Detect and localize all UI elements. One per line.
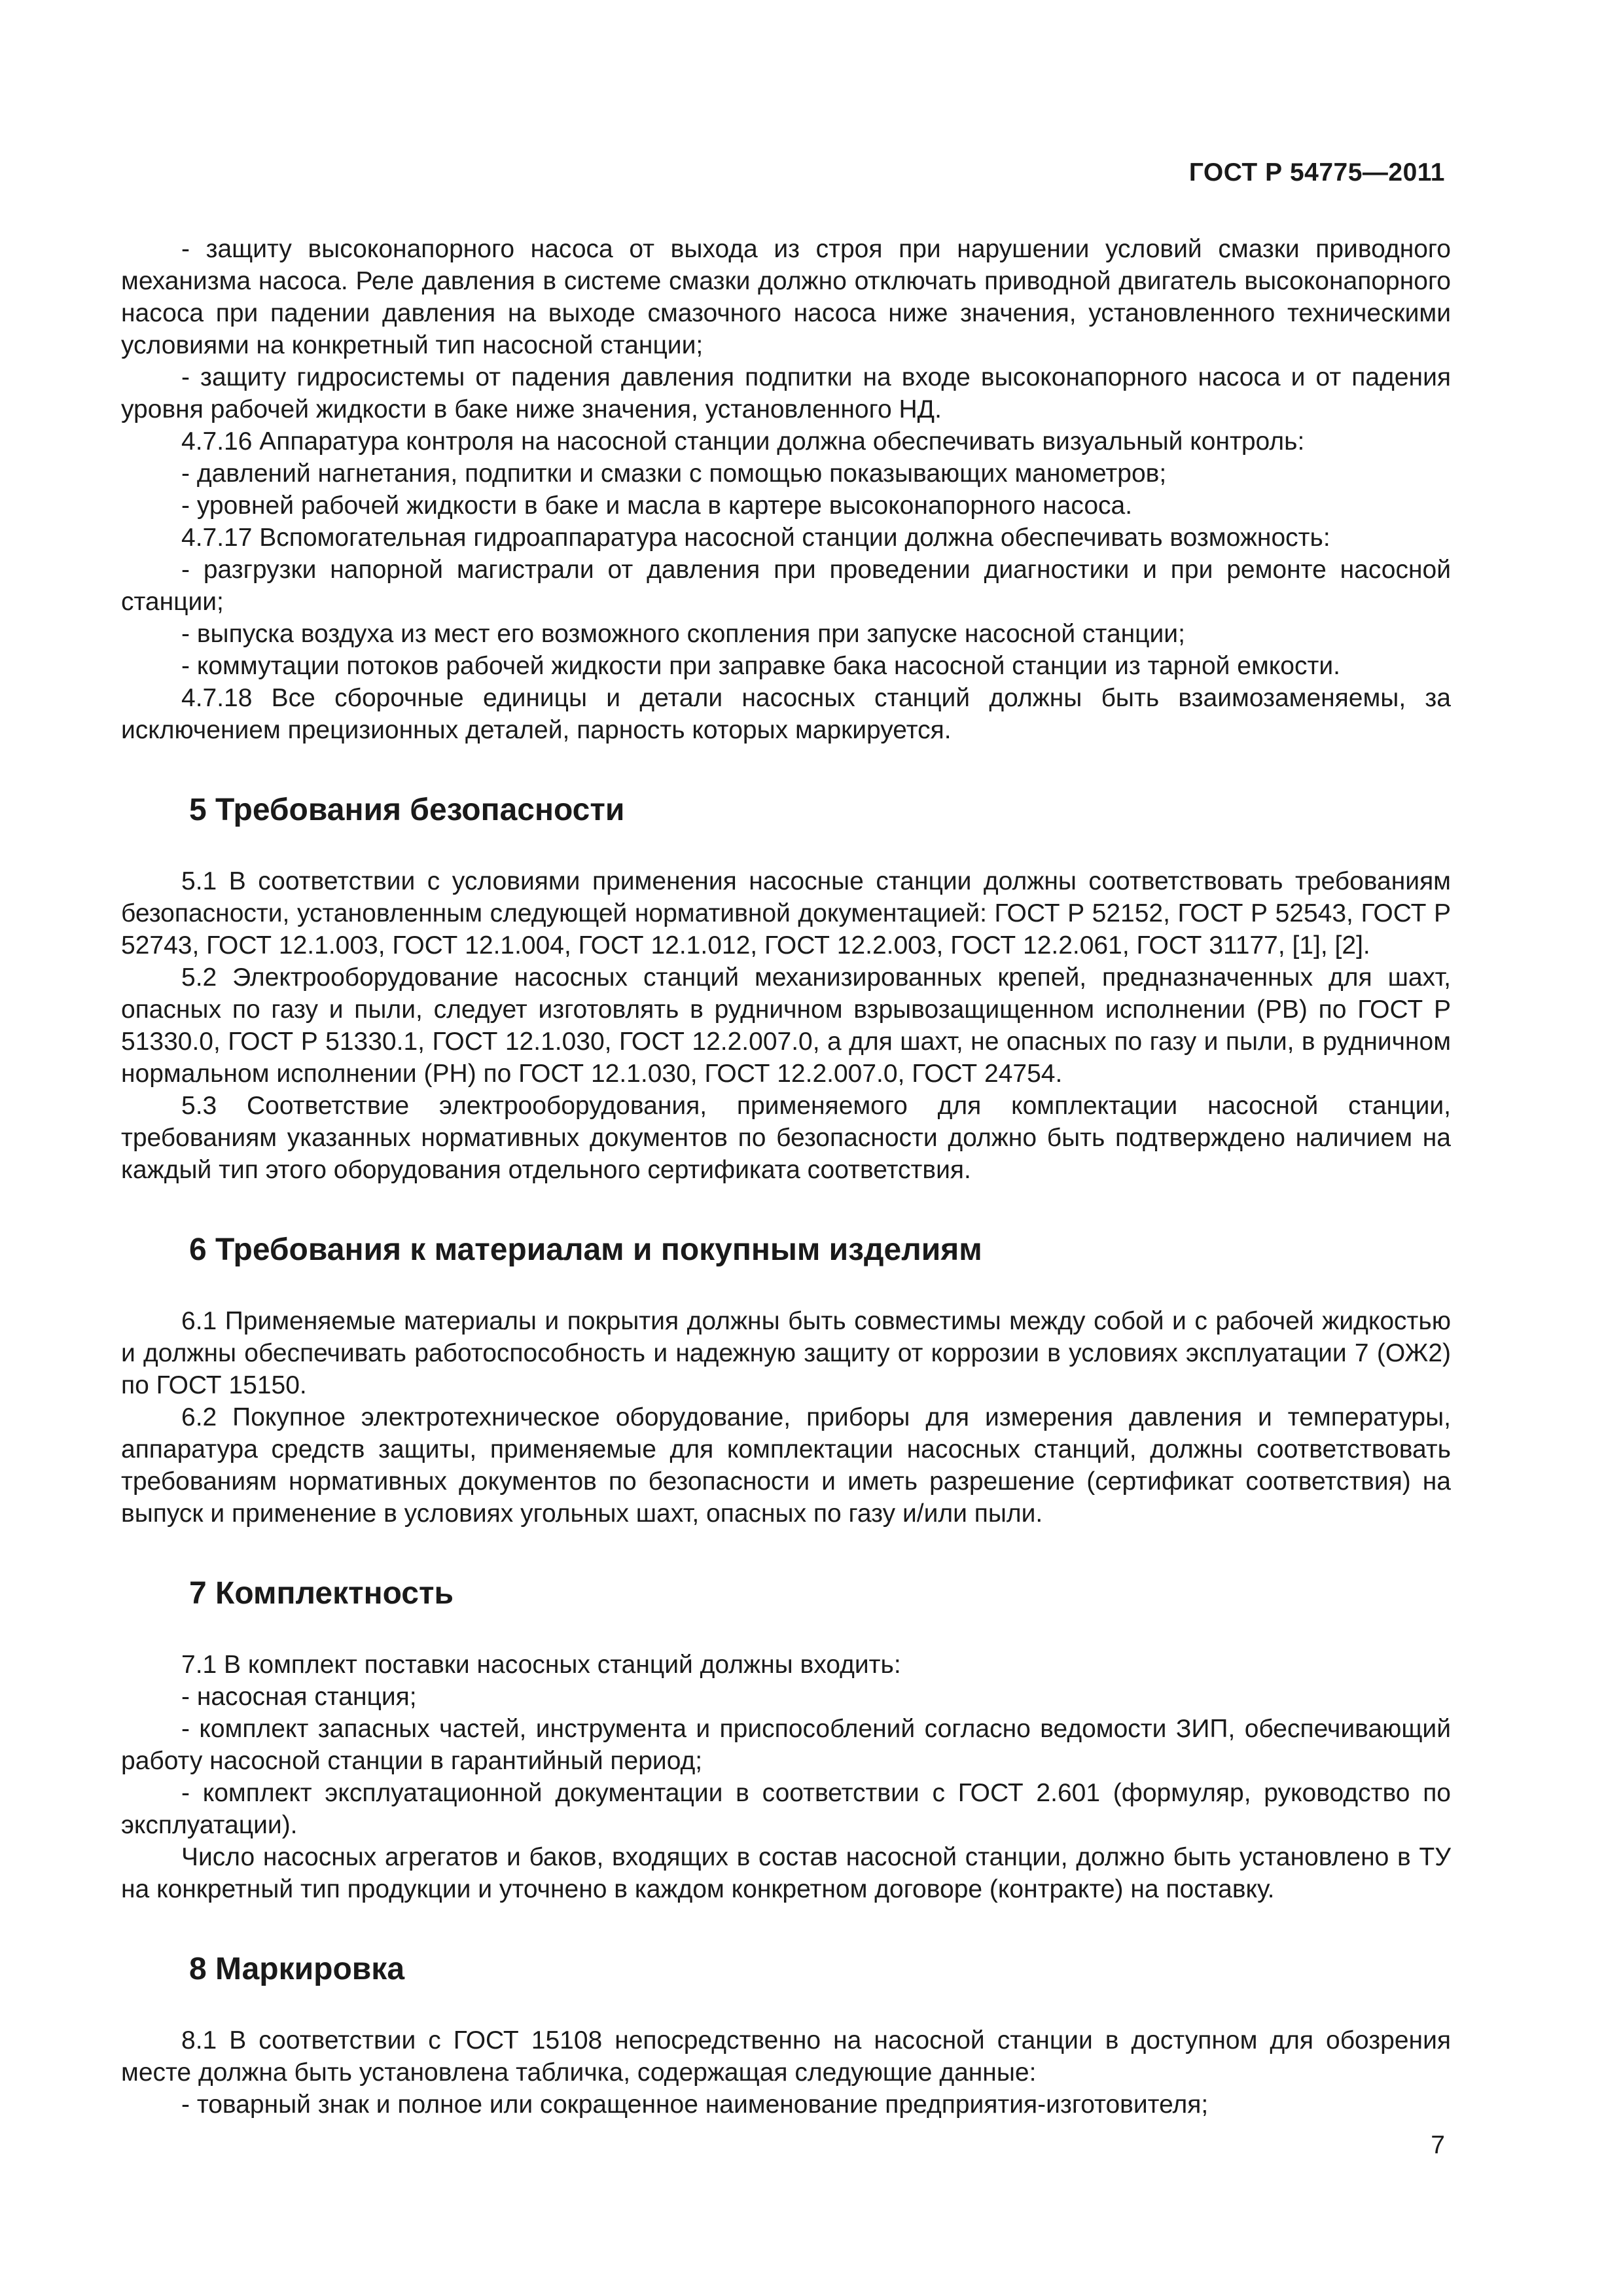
- paragraph: 4.7.17 Вспомогательная гидроаппаратура насосной станции должна обеспечивать возможность:: [181, 524, 1330, 552]
- paragraph: - разгрузки напорной магистрали от давления при проведении диагностики и при ремонте насосной станции;: [121, 556, 1451, 616]
- paragraph: Число насосных агрегатов и баков, входящих в состав насосной станции, должно быть установлено в ТУ на конкретный тип продукции и уточнено в каждом конкретном договоре (контракте) на поставку.: [121, 1843, 1451, 1903]
- section-heading-8: 8 Маркировка: [189, 1952, 405, 1986]
- paragraph: - коммутации потоков рабочей жидкости при заправке бака насосной станции из тарной емкости.: [181, 652, 1340, 680]
- document-body: [121, 233, 1451, 2121]
- paragraph: 4.7.16 Аппаратура контроля на насосной станции должна обеспечивать визуальный контроль:: [181, 427, 1305, 456]
- paragraph: 6.2 Покупное электротехническое оборудование, приборы для измерения давления и температуры, аппаратура средств защиты, применяемые для комплектации насосных станций, должны соответствовать требованиям нормативных документов по безопасности и иметь разрешение (сертификат соответствия) на выпуск и применение в условиях угольных шахт, опасных по газу и/или пыли.: [121, 1403, 1451, 1528]
- section-heading-6: 6 Требования к материалам и покупным изделиям: [189, 1232, 982, 1267]
- paragraph: 6.1 Применяемые материалы и покрытия должны быть совместимы между собой и с рабочей жидкостью и должны обеспечивать работоспособность и надежную защиту от коррозии в условиях эксплуатации 7 (ОЖ2) по ГОСТ 15150.: [121, 1307, 1451, 1399]
- paragraph: - защиту высоконапорного насоса от выхода из строя при нарушении условий смазки приводного механизма насоса. Реле давления в системе смазки должно отключать приводной двигатель высоконапорного насоса при падении давления на выходе смазочного насоса ниже значения, установленного техническими условиями на конкретный тип насосной станции;: [121, 235, 1451, 359]
- paragraph: - уровней рабочей жидкости в баке и масла в картере высоконапорного насоса.: [181, 492, 1133, 520]
- paragraph: - комплект запасных частей, инструмента и приспособлений согласно ведомости ЗИП, обеспечивающий работу насосной станции в гарантийный период;: [121, 1715, 1451, 1775]
- document-header: ГОСТ Р 54775—2011: [1188, 158, 1445, 187]
- section-heading-5: 5 Требования безопасности: [189, 793, 625, 827]
- page-number: 7: [1431, 2131, 1445, 2159]
- paragraph: - выпуска воздуха из мест его возможного скопления при запуске насосной станции;: [181, 620, 1185, 648]
- section-heading-7: 7 Комплектность: [189, 1576, 454, 1611]
- paragraph: - товарный знак и полное или сокращенное наименование предприятия-изготовителя;: [181, 2090, 1209, 2119]
- paragraph: 5.3 Соответствие электрооборудования, применяемого для комплектации насосной станции, требованиям указанных нормативных документов по безопасности должно быть подтверждено наличием на каждый тип этого оборудования отдельного сертификата соответствия.: [121, 1092, 1451, 1184]
- paragraph: - давлений нагнетания, подпитки и смазки с помощью показывающих манометров;: [181, 459, 1167, 488]
- paragraph: - насосная станция;: [181, 1683, 417, 1711]
- paragraph: 5.1 В соответствии с условиями применения насосные станции должны соответствовать требованиям безопасности, установленным следующей нормативной документацией: ГОСТ Р 52152, ГОСТ Р 52543, ГОСТ Р 52743, ГОСТ 12.1.003, ГОСТ 12.1.004, ГОСТ 12.1.012, ГОСТ 12.2.003, ГОСТ 12.2.061, ГОСТ 31177, [1], [2].: [121, 867, 1451, 960]
- paragraph: 8.1 В соответствии с ГОСТ 15108 непосредственно на насосной станции в доступном для обозрения месте должна быть установлена табличка, содержащая следующие данные:: [121, 2026, 1451, 2087]
- paragraph: 5.2 Электрооборудование насосных станций механизированных крепей, предназначенных для шахт, опасных по газу и пыли, следует изготовлять в рудничном взрывозащищенном исполнении (РВ) по ГОСТ Р 51330.0, ГОСТ Р 51330.1, ГОСТ 12.1.030, ГОСТ 12.2.007.0, а для шахт, не опасных по газу и пыли, в рудничном нормальном исполнении (РН) по ГОСТ 12.1.030, ГОСТ 12.2.007.0, ГОСТ 24754.: [121, 963, 1451, 1088]
- paragraph: - защиту гидросистемы от падения давления подпитки на входе высоконапорного насоса и от падения уровня рабочей жидкости в баке ниже значения, установленного НД.: [121, 363, 1451, 423]
- paragraph: 4.7.18 Все сборочные единицы и детали насосных станций должны быть взаимозаменяемы, за исключением прецизионных деталей, парность которых маркируется.: [121, 684, 1451, 744]
- paragraph: 7.1 В комплект поставки насосных станций должны входить:: [181, 1651, 901, 1679]
- paragraph: - комплект эксплуатационной документации в соответствии с ГОСТ 2.601 (формуляр, руководство по эксплуатации).: [121, 1779, 1451, 1839]
